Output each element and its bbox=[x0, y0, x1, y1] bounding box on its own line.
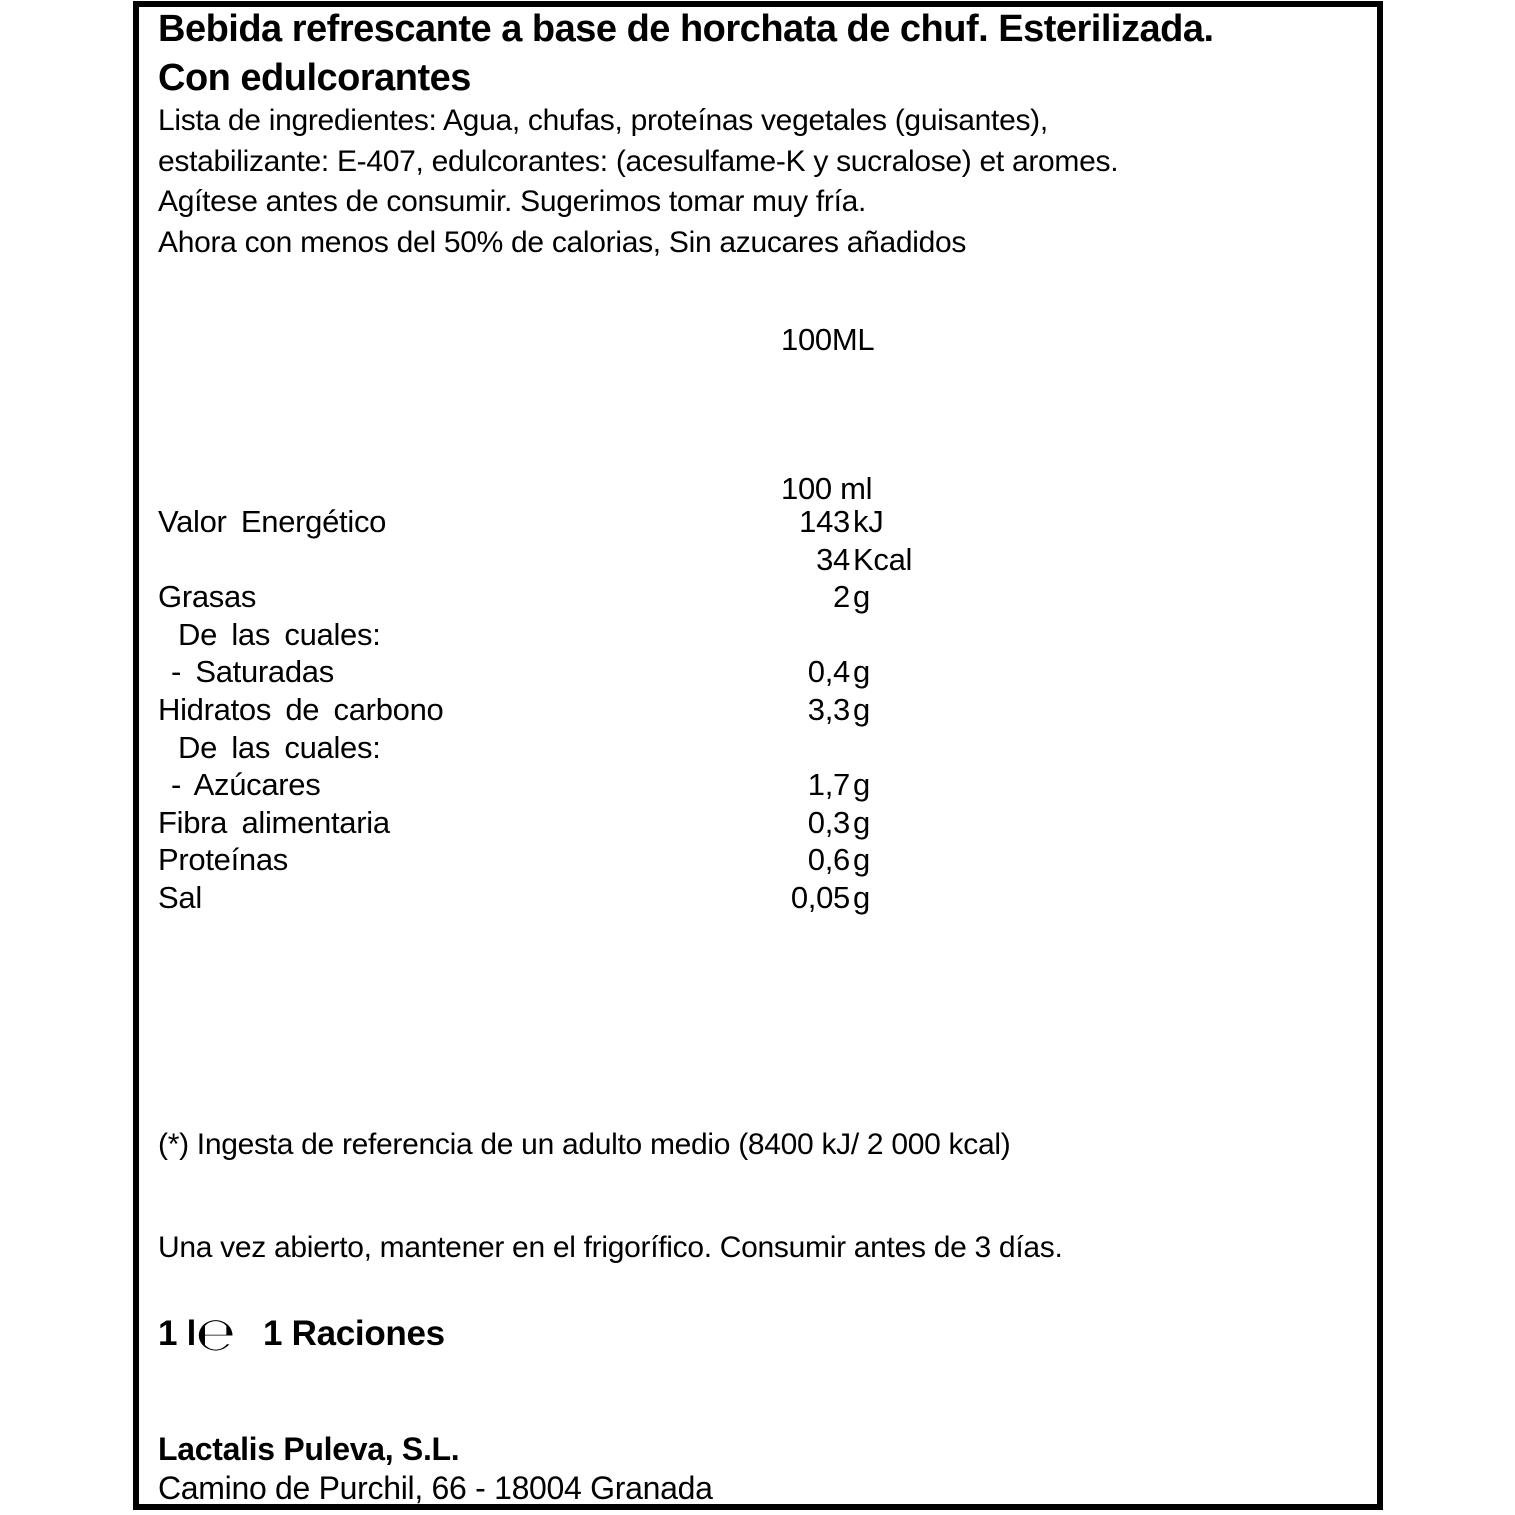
nutrition-serving-header: 100 ml bbox=[781, 471, 873, 506]
row-unit: g bbox=[853, 767, 870, 803]
row-amount: 0,6 bbox=[807, 842, 850, 878]
row-label: Proteínas bbox=[158, 842, 288, 878]
row-unit: g bbox=[853, 654, 870, 690]
row-amount: 1,7 bbox=[807, 767, 850, 803]
nutrition-row-protein bbox=[158, 841, 1338, 879]
nutrition-table bbox=[158, 503, 1338, 917]
storage-instructions: Una vez abierto, mantener en el frigorífico. Consumir antes de 3 días. bbox=[158, 1231, 1063, 1264]
nutrition-column-header: 100ML bbox=[781, 322, 875, 357]
product-title bbox=[158, 5, 1368, 103]
row-label: Hidratos de carbono bbox=[158, 691, 444, 727]
row-label: Fibra alimentaria bbox=[158, 804, 390, 840]
ingredients-line-2: estabilizante: E-407, edulcorantes: (acesulfame-K y sucralose) et aromes. bbox=[158, 144, 1119, 178]
servings-count: 1 Raciones bbox=[263, 1314, 445, 1353]
row-label: Sal bbox=[158, 879, 202, 915]
row-unit: g bbox=[853, 842, 870, 878]
row-amount: 3,3 bbox=[807, 691, 850, 727]
nutrition-row-carbohydrate bbox=[158, 691, 1338, 729]
row-amount: 0,4 bbox=[807, 654, 850, 690]
nutrition-row-energy bbox=[158, 503, 1338, 541]
nutrition-row-saturates bbox=[158, 653, 1338, 691]
title-line-2: Con edulcorantes bbox=[158, 57, 471, 99]
manufacturer-name: Lactalis Puleva, S.L. bbox=[158, 1431, 460, 1467]
calorie-claim: Ahora con menos del 50% de calorias, Sin azucares añadidos bbox=[158, 225, 967, 259]
row-unit: g bbox=[853, 804, 870, 840]
nutrition-row-sugars bbox=[158, 766, 1338, 804]
row-label: - Azúcares bbox=[171, 767, 321, 803]
manufacturer-address: Camino de Purchil, 66 - 18004 Granada bbox=[158, 1470, 713, 1506]
net-quantity: 1 l bbox=[158, 1314, 197, 1353]
usage-instructions: Agítese antes de consumir. Sugerimos tomar muy fría. bbox=[158, 185, 867, 218]
row-label: Valor Energético bbox=[158, 504, 387, 539]
row-unit: kJ bbox=[853, 504, 884, 539]
row-amount: 0,05 bbox=[790, 879, 850, 915]
row-label: De las cuales: bbox=[178, 616, 381, 652]
ingredients-line-1: Lista de ingredientes: Agua, chufas, proteínas vegetales (guisantes), bbox=[158, 104, 1048, 137]
reference-intake-note: (*) Ingesta de referencia de un adulto medio (8400 kJ/ 2 000 kcal) bbox=[158, 1128, 1011, 1161]
net-quantity-line bbox=[158, 1307, 445, 1361]
nutrition-row-of-which-carbs bbox=[158, 729, 1338, 767]
nutrition-row-fibre bbox=[158, 804, 1338, 842]
title-line-1: Bebida refrescante a base de horchata de chuf. Esterilizada. bbox=[158, 8, 1214, 50]
estimated-sign: ℮ bbox=[196, 1307, 236, 1361]
row-amount: 143 bbox=[799, 504, 850, 539]
row-label: - Saturadas bbox=[171, 654, 334, 690]
row-unit: g bbox=[853, 579, 870, 615]
nutrition-row-energy-kcal bbox=[158, 541, 1338, 579]
row-amount: 34 bbox=[816, 541, 850, 577]
nutrition-row-of-which-fat bbox=[158, 616, 1338, 654]
row-label: Grasas bbox=[158, 579, 257, 615]
row-unit: g bbox=[853, 879, 870, 915]
row-amount: 2 bbox=[833, 579, 850, 615]
row-unit: Kcal bbox=[853, 541, 913, 577]
ingredients-and-notes bbox=[158, 101, 1368, 263]
row-amount: 0,3 bbox=[807, 804, 850, 840]
row-label: De las cuales: bbox=[178, 729, 381, 765]
row-unit: g bbox=[853, 691, 870, 727]
nutrition-row-salt bbox=[158, 879, 1338, 917]
nutrition-row-fat bbox=[158, 578, 1338, 616]
product-label-box bbox=[133, 1, 1383, 1510]
